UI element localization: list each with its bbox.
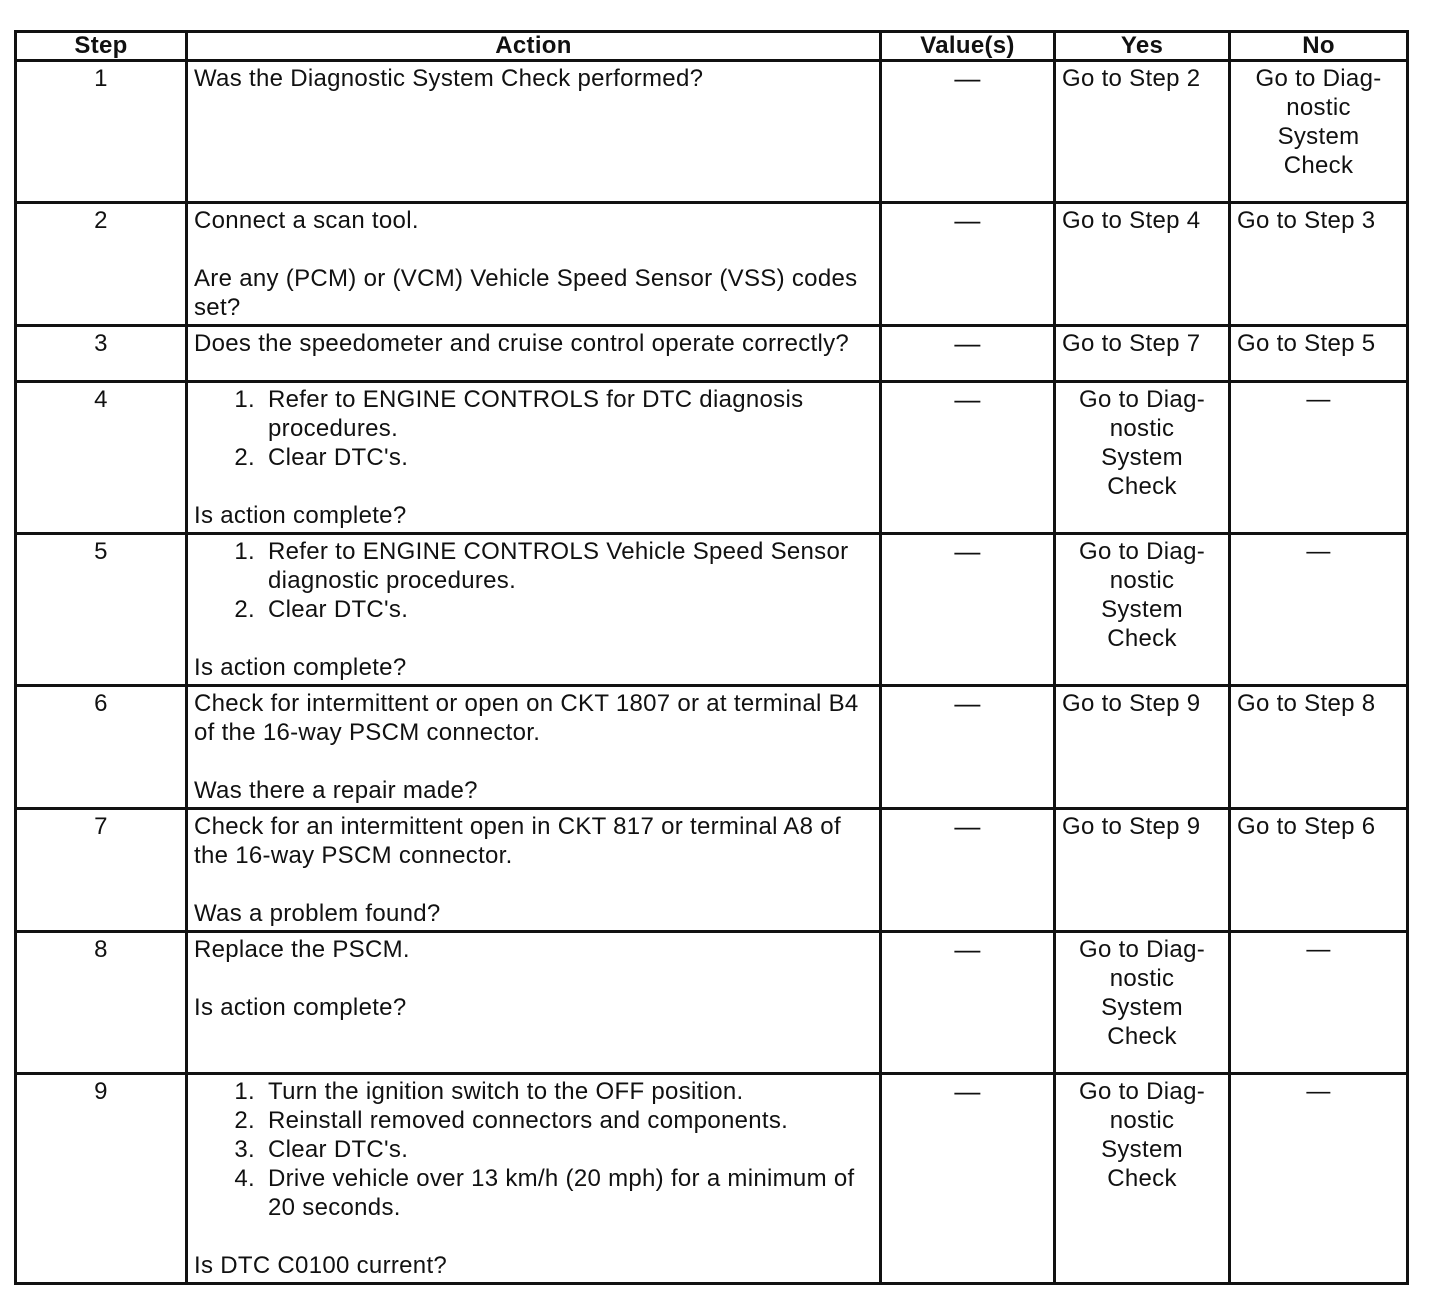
action-cell <box>187 686 881 809</box>
header-row <box>16 32 1408 61</box>
action-question: Is DTC C0100 current? <box>194 1252 448 1279</box>
action-question: Was a problem found? <box>194 900 441 927</box>
step-number: 6 <box>16 686 187 809</box>
yes-cell: Go to Step 7 <box>1055 326 1230 382</box>
step-number: 9 <box>16 1074 187 1284</box>
header-step: Step <box>16 32 187 61</box>
table-row <box>16 61 1408 203</box>
diagnostic-table-sheet <box>14 30 1406 1285</box>
action-step-item: 1. Turn the ignition switch to the OFF position. <box>262 1077 873 1106</box>
value-cell: — <box>881 326 1055 382</box>
value-cell: — <box>881 1074 1055 1284</box>
yes-cell: Go to Diag- nostic System Check <box>1055 534 1230 686</box>
header-no: No <box>1230 32 1408 61</box>
yes-cell: Go to Step 9 <box>1055 686 1230 809</box>
action-text: Check for intermittent or open on CKT 1807 or at terminal B4 of the 16-way PSCM connector. <box>194 690 859 746</box>
table-row <box>16 932 1408 1074</box>
no-cell: — <box>1230 382 1408 534</box>
action-cell <box>187 534 881 686</box>
action-steps-list <box>194 1077 873 1222</box>
no-cell: Go to Step 6 <box>1230 809 1408 932</box>
action-step-item: 3. Clear DTC's. <box>262 1135 873 1164</box>
table-row <box>16 1074 1408 1284</box>
yes-cell: Go to Step 9 <box>1055 809 1230 932</box>
action-question: Is action complete? <box>194 502 407 529</box>
action-cell <box>187 809 881 932</box>
step-number: 2 <box>16 203 187 326</box>
action-question: Was there a repair made? <box>194 777 478 804</box>
step-number: 8 <box>16 932 187 1074</box>
action-step-item: 4. Drive vehicle over 13 km/h (20 mph) for a minimum of 20 seconds. <box>262 1164 873 1222</box>
action-steps-list <box>194 385 873 472</box>
yes-cell: Go to Diag- nostic System Check <box>1055 382 1230 534</box>
value-cell: — <box>881 203 1055 326</box>
action-step-item: 1. Refer to ENGINE CONTROLS Vehicle Speed Sensor diagnostic procedures. <box>262 537 873 595</box>
action-cell <box>187 1074 881 1284</box>
yes-cell: Go to Step 4 <box>1055 203 1230 326</box>
action-cell <box>187 203 881 326</box>
header-values: Value(s) <box>881 32 1055 61</box>
action-question: Is action complete? <box>194 654 407 681</box>
action-text: Does the speedometer and cruise control operate correctly? <box>194 330 850 357</box>
value-cell: — <box>881 809 1055 932</box>
no-cell: Go to Step 5 <box>1230 326 1408 382</box>
table-row <box>16 534 1408 686</box>
table-row <box>16 203 1408 326</box>
action-step-item: 2. Clear DTC's. <box>262 595 873 624</box>
action-text: Was the Diagnostic System Check performed? <box>194 65 704 92</box>
action-question: Are any (PCM) or (VCM) Vehicle Speed Sensor (VSS) codes set? <box>194 265 858 321</box>
action-cell <box>187 61 881 203</box>
no-cell: Go to Diag- nostic System Check <box>1230 61 1408 203</box>
yes-cell: Go to Diag- nostic System Check <box>1055 932 1230 1074</box>
step-number: 1 <box>16 61 187 203</box>
value-cell: — <box>881 932 1055 1074</box>
step-number: 7 <box>16 809 187 932</box>
action-cell <box>187 932 881 1074</box>
action-step-item: 2. Clear DTC's. <box>262 443 873 472</box>
action-step-item: 2. Reinstall removed connectors and components. <box>262 1106 873 1135</box>
no-cell: — <box>1230 932 1408 1074</box>
no-cell: Go to Step 8 <box>1230 686 1408 809</box>
action-text: Check for an intermittent open in CKT 817 or terminal A8 of the 16-way PSCM connector. <box>194 813 841 869</box>
action-question: Is action complete? <box>194 994 407 1021</box>
action-cell <box>187 326 881 382</box>
step-number: 4 <box>16 382 187 534</box>
action-cell <box>187 382 881 534</box>
action-steps-list <box>194 537 873 624</box>
header-yes: Yes <box>1055 32 1230 61</box>
table-row <box>16 809 1408 932</box>
table-row <box>16 382 1408 534</box>
no-cell: — <box>1230 534 1408 686</box>
diagnostic-table <box>14 30 1409 1285</box>
step-number: 3 <box>16 326 187 382</box>
value-cell: — <box>881 382 1055 534</box>
action-step-item: 1. Refer to ENGINE CONTROLS for DTC diagnosis procedures. <box>262 385 873 443</box>
action-text: Replace the PSCM. <box>194 936 410 963</box>
value-cell: — <box>881 61 1055 203</box>
table-row <box>16 686 1408 809</box>
action-text: Connect a scan tool. <box>194 207 419 234</box>
step-number: 5 <box>16 534 187 686</box>
yes-cell: Go to Diag- nostic System Check <box>1055 1074 1230 1284</box>
no-cell: Go to Step 3 <box>1230 203 1408 326</box>
table-row <box>16 326 1408 382</box>
header-action: Action <box>187 32 881 61</box>
yes-cell: Go to Step 2 <box>1055 61 1230 203</box>
no-cell: — <box>1230 1074 1408 1284</box>
value-cell: — <box>881 686 1055 809</box>
value-cell: — <box>881 534 1055 686</box>
